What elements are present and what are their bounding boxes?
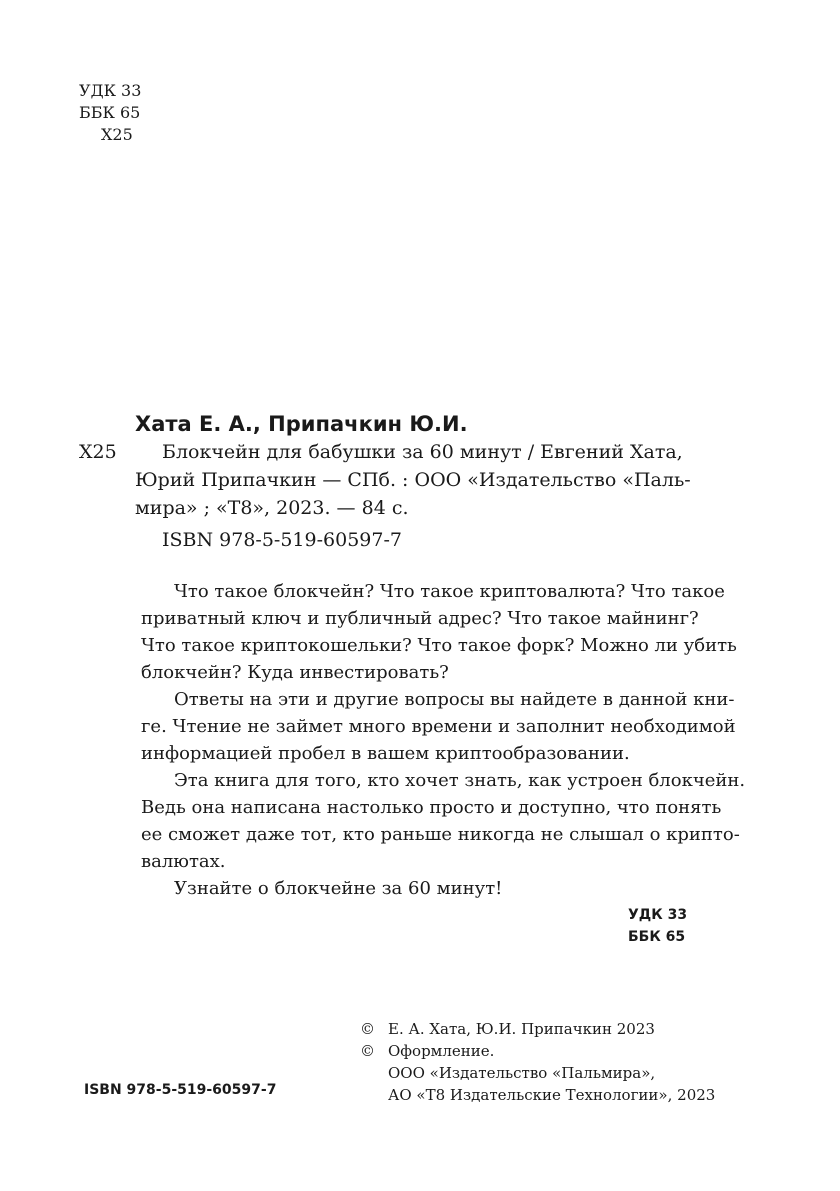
annotation-paragraph: [141, 686, 741, 767]
bbk-code: ББК 65: [628, 929, 686, 945]
annotation-line: приватный ключ и публичный адрес? Что такое майнинг?: [141, 608, 699, 629]
udk-code: УДК 33: [79, 81, 142, 100]
author-mark: Х25: [101, 125, 133, 144]
classification-codes-top: [79, 80, 141, 146]
annotation-paragraph: [141, 875, 741, 902]
annotation-paragraph: [141, 767, 746, 875]
annotation-line: информацией пробел в вашем криптообразовании.: [141, 743, 630, 764]
bbk-code: ББК 65: [79, 103, 141, 122]
annotation: [141, 578, 746, 902]
copyright-publisher: ООО «Издательство «Пальмира»,: [388, 1064, 656, 1082]
annotation-line: блокчейн? Куда инвестировать?: [141, 662, 449, 683]
classification-codes-bottom: [628, 904, 687, 948]
bib-line: мира» ; «Т8», 2023. — 84 с.: [135, 497, 409, 519]
copyright-block: [360, 1018, 715, 1106]
authors-heading: Хата Е. А., Припачкин Ю.И.: [135, 412, 468, 436]
annotation-line: ее сможет даже тот, кто раньше никогда не слышал о крипто-: [141, 824, 740, 845]
annotation-line: Ответы на эти и другие вопросы вы найдете в данной кни-: [174, 689, 735, 710]
annotation-line: Эта книга для того, кто хочет знать, как устроен блокчейн.: [174, 770, 746, 791]
bib-line: Юрий Припачкин — СПб. : ООО «Издательство «Паль-: [135, 469, 691, 491]
bib-line: Блокчейн для бабушки за 60 минут / Евгений Хата,: [162, 441, 683, 463]
isbn-bottom: ISBN 978-5-519-60597-7: [84, 1082, 277, 1098]
copyright-publisher: АО «Т8 Издательские Технологии», 2023: [388, 1086, 716, 1104]
annotation-line: ге. Чтение не займет много времени и заполнит необходимой: [141, 716, 736, 737]
copyright-authors-text: Е. А. Хата, Ю.И. Припачкин 2023: [388, 1020, 655, 1038]
annotation-line: Что такое блокчейн? Что такое криптовалюта? Что такое: [174, 581, 725, 602]
copyright-authors: [360, 1018, 715, 1040]
udk-code: УДК 33: [628, 907, 688, 923]
copyright-design: [360, 1040, 715, 1062]
annotation-line: валютах.: [141, 851, 226, 872]
annotation-paragraph: [141, 578, 741, 686]
bib-isbn: ISBN 978-5-519-60597-7: [162, 529, 402, 551]
annotation-line: Ведь она написана настолько просто и доступно, что понять: [141, 797, 722, 818]
copyright-icon: ©: [360, 1042, 375, 1060]
bibliographic-description: [135, 438, 745, 554]
annotation-line: Что такое криптокошельки? Что такое форк? Можно ли убить: [141, 635, 737, 656]
annotation-line: Узнайте о блокчейне за 60 минут!: [174, 878, 503, 899]
copyright-design-label: Оформление.: [388, 1042, 495, 1060]
author-mark-left: Х25: [79, 441, 117, 463]
copyright-icon: ©: [360, 1020, 375, 1038]
